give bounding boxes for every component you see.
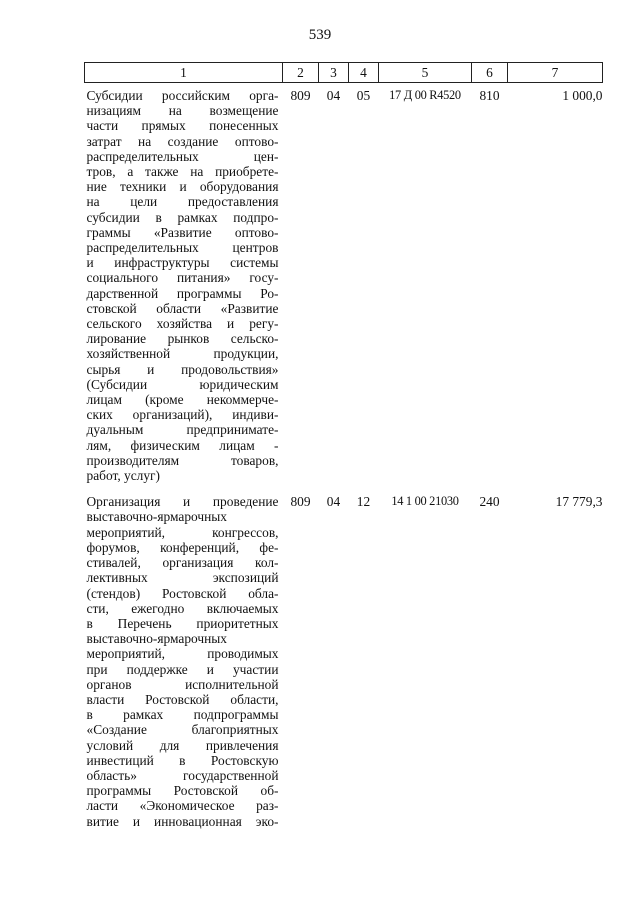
description-line: тров, а также на приобрете- — [86, 164, 279, 180]
description-line: лицам (кроме некоммерче- — [86, 392, 279, 408]
description-line: лективных экспозиций — [86, 570, 279, 586]
header-col-4: 4 — [349, 63, 379, 83]
description-line: выставочно-ярмарочных — [86, 509, 227, 525]
description-line: лям, физическим лицам - — [86, 437, 279, 453]
subsection-code: 12 — [356, 494, 371, 510]
description-line: части прямых понесенных — [86, 118, 279, 134]
description-line: распределительных цен- — [86, 148, 279, 164]
description-line: витие и инновационная эко- — [86, 813, 279, 829]
description-line: производителям товаров, — [86, 452, 279, 468]
description-line: низациям на возмещение — [86, 103, 279, 119]
target-article-code: 17 Д 00 R4520 — [389, 88, 461, 102]
description-line: власти Ростовской области, — [86, 691, 279, 707]
description-line: (стендов) Ростовской обла- — [86, 585, 279, 601]
description-line: хозяйственной продукции, — [86, 346, 279, 362]
description-line: Организация и проведение — [86, 494, 279, 510]
description-line: стивалей, организация кол- — [86, 555, 279, 571]
amount-value: 1 000,0 — [562, 88, 603, 103]
section-code: 04 — [326, 494, 341, 510]
description-line: (Субсидии юридическим — [86, 376, 279, 392]
ministry-code: 809 — [290, 494, 311, 510]
description-line: органов исполнительной — [86, 676, 279, 692]
amount-value: 17 779,3 — [555, 494, 603, 510]
description-line: мероприятий, проводимых — [86, 646, 279, 662]
description-line: социального питания» госу- — [86, 270, 279, 286]
description-line: инвестиций в Ростовскую — [86, 752, 279, 768]
expense-type-code: 810 — [479, 88, 500, 103]
row-description — [85, 483, 283, 828]
description-line: дуальным предпринимате- — [86, 422, 279, 438]
description-line: Субсидии российским орга- — [86, 88, 279, 103]
description-line: сти, ежегодно включаемых — [86, 600, 279, 616]
header-col-3: 3 — [319, 63, 349, 83]
description-line: в рамках подпрограммы — [86, 707, 279, 723]
description-line: программы Ростовской об- — [86, 783, 279, 799]
description-line: ние техники и оборудования — [86, 179, 279, 195]
description-line: граммы «Развитие оптово- — [86, 224, 279, 240]
page-number: 539 — [308, 27, 332, 43]
target-article-code: 14 1 00 21030 — [391, 494, 459, 509]
description-line: стовской области «Развитие — [86, 300, 279, 316]
description-line: ских организаций), индиви- — [86, 407, 279, 423]
header-col-6: 6 — [472, 63, 508, 83]
description-line: условий для привлечения — [86, 737, 279, 753]
header-col-2: 2 — [283, 63, 319, 83]
description-line: при поддержке и участии — [86, 661, 279, 677]
description-line: лирование рынков сельско- — [86, 331, 279, 347]
description-line: ласти «Экономическое раз- — [86, 798, 279, 814]
description-line: распределительных центров — [86, 240, 279, 256]
row-description — [85, 83, 283, 484]
description-line: сельского хозяйства и регу- — [86, 316, 279, 332]
description-line: область» государственной — [86, 767, 279, 783]
description-line: и инфраструктуры системы — [86, 255, 279, 271]
description-line: дарственной программы Ро- — [86, 285, 279, 301]
header-col-1: 1 — [85, 63, 283, 83]
description-line: субсидии в рамках подпро- — [86, 209, 279, 225]
description-line: выставочно-ярмарочных — [86, 631, 227, 647]
table-row — [85, 483, 603, 828]
table-row — [85, 83, 603, 484]
description-line: «Создание благоприятных — [86, 722, 279, 738]
budget-table — [84, 62, 603, 829]
description-line: в Перечень приоритетных — [86, 615, 279, 631]
subsection-code: 05 — [356, 88, 371, 103]
description-line: работ, услуг) — [86, 468, 160, 484]
description-line: на цели предоставления — [86, 194, 279, 210]
expense-type-code: 240 — [479, 494, 500, 510]
header-col-7: 7 — [508, 63, 603, 83]
ministry-code: 809 — [290, 88, 311, 103]
description-line: форумов, конференций, фе- — [86, 539, 279, 555]
description-line: мероприятий, конгрессов, — [86, 524, 279, 540]
description-line: сырья и продовольствия» — [86, 361, 279, 377]
description-line: затрат на создание оптово- — [86, 133, 279, 149]
section-code: 04 — [326, 88, 341, 103]
table-header-row — [85, 63, 603, 83]
header-col-5: 5 — [379, 63, 472, 83]
